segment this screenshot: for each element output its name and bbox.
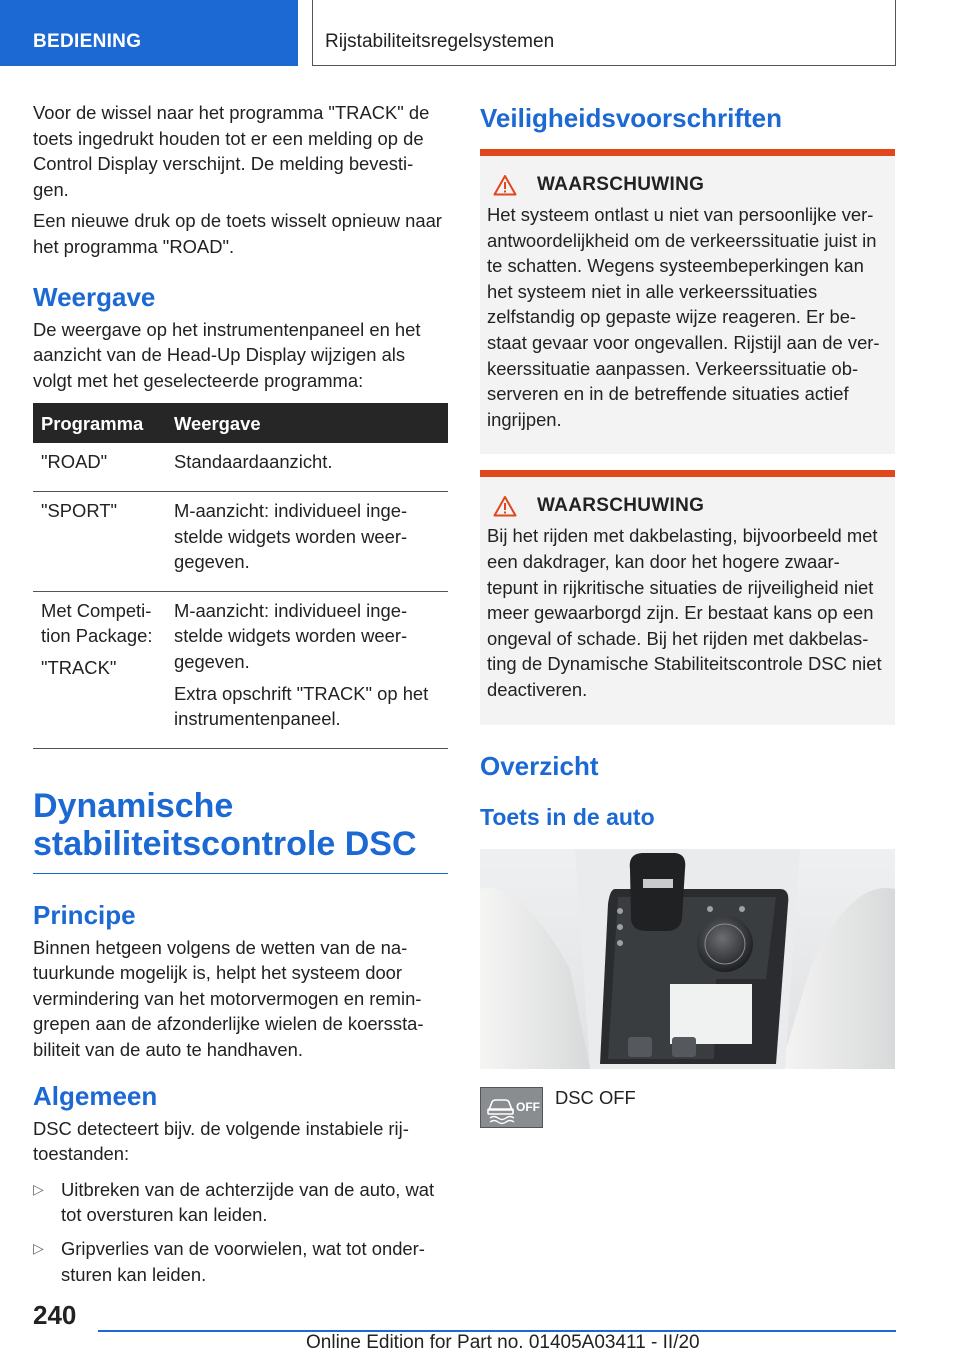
list-item-text: Uitbreken van de achterzijde van de auto, wat tot oversturen kan leiden.: [61, 1178, 435, 1226]
table-cell-program: [33, 491, 166, 591]
cell-text: M-aanzicht: individueel inge- stelde widgets worden weer- gegeven.: [174, 499, 408, 573]
principe-paragraph: Binnen hetgeen volgens de wetten van de na- tuurkunde mogelijk is, helpt het systeem door vermindering van het motorvermogen en remin- grepen aan de afzonderlijke wielen de koerssta- biliteit van de auto te handhaven.: [33, 936, 424, 1061]
warning-box: [480, 470, 895, 724]
page-header: [0, 0, 960, 66]
page-number: 240: [33, 1300, 77, 1330]
principe-heading: Principe: [33, 899, 136, 930]
dsc-key-row: [480, 1087, 895, 1128]
table-cell-view: [166, 443, 448, 491]
dsc-off-key-text: OFF: [516, 1099, 540, 1114]
toets-heading: Toets in de auto: [480, 803, 655, 830]
safety-heading: Veiligheidsvoorschriften: [480, 103, 782, 133]
warning-box: [480, 149, 895, 454]
warning-text: Bij het rijden met dakbelasting, bijvoorbeeld met een dakdrager, kan door het hogere zwaar- tepunt in rijkritische situaties de rijveiligheid niet meer gewaarborgd zijn. Er bestaat kans op een ongeval of schade. Bij het rijden met dakbelas- ting de Dynamische Stabiliteitscontrole DSC niet deactiveren.: [487, 525, 882, 700]
intro-paragraph-1: Voor de wissel naar het programma "TRACK" de toets ingedrukt houden tot er een melding op de Control Display verschijnt. De melding bevesti- gen.: [33, 102, 430, 200]
cell-text: "SPORT": [41, 499, 118, 521]
center-console-illustration: [480, 849, 895, 1069]
intro-paragraph-2: Een nieuwe druk op de toets wisselt opnieuw naar het programma "ROAD".: [33, 210, 442, 257]
table-header-row: [33, 403, 448, 443]
warning-text: Het systeem ontlast u niet van persoonlijke ver- antwoordelijkheid om de verkeerssituatie juist in te schatten. Wegens systeembeperkingen kan het systeem niet in alle verkeerssituaties zelfstandig op gepaste wijze reageren. Er be- staat gevaar voor ongevallen. Rijstijl aan de ver- keerssituatie aanpassen. Verkeerssituatie ob- serveren en in de betreffende situaties actief ingrijpen.: [487, 204, 880, 430]
warning-header: [487, 495, 887, 517]
table-cell-view: [166, 491, 448, 591]
section-tab: BEDIENING: [0, 0, 298, 66]
warning-label: WAARSCHUWING: [537, 174, 705, 195]
weergave-paragraph: De weergave op het instrumentenpaneel en het aanzicht van de Head-Up Display wijzigen als volgt met het geselecteerde programma:: [33, 318, 421, 391]
warning-label: WAARSCHUWING: [537, 495, 705, 517]
table-cell-view: [166, 591, 448, 748]
weergave-heading: Weergave: [33, 281, 156, 312]
algemeen-paragraph: DSC detecteert bijv. de volgende instabiele rij- toestanden:: [33, 1117, 409, 1165]
program-table: [33, 403, 448, 748]
cell-text: Standaardaanzicht.: [174, 451, 333, 473]
overzicht-heading: Overzicht: [480, 750, 599, 781]
triangle-bullet-icon: ▷: [33, 1180, 44, 1197]
warning-triangle-icon: [493, 495, 517, 517]
table-cell-program: [33, 591, 166, 748]
chapter-title: Rijstabiliteitsregelsystemen: [312, 0, 896, 66]
table-cell-program: [33, 443, 166, 491]
table-row: [33, 443, 448, 491]
cell-text: Met Competi- tion Package:: [41, 599, 153, 647]
center-console-photo: [480, 849, 895, 1069]
cell-text: Extra opschrift "TRACK" op het instrumentenpaneel.: [174, 682, 429, 730]
list-item: [33, 1236, 448, 1287]
cell-text: M-aanzicht: individueel inge- stelde widgets worden weer- gegeven.: [174, 599, 408, 672]
table-header-programma: Programma: [33, 403, 166, 443]
dsc-heading-line-2: stabiliteitscontrole DSC: [33, 824, 417, 863]
cell-text: "TRACK": [41, 656, 117, 678]
right-column: [480, 100, 895, 1128]
triangle-bullet-icon: ▷: [33, 1240, 44, 1257]
list-item-text: Gripverlies van de voorwielen, wat tot onder- sturen kan leiden.: [61, 1238, 425, 1285]
warning-triangle-icon: [493, 174, 517, 196]
dsc-off-button-icon: [480, 1087, 543, 1128]
dsc-heading: [33, 787, 448, 874]
footer-edition: Online Edition for Part no. 01405A03411 - II/20: [306, 1332, 700, 1353]
left-column: [33, 100, 448, 1295]
dsc-heading-line-1: Dynamische: [33, 786, 234, 825]
dsc-off-label: DSC OFF: [555, 1086, 636, 1108]
instability-list: [33, 1177, 448, 1287]
cell-text: "ROAD": [41, 451, 108, 473]
list-item: [33, 1177, 448, 1228]
warning-header: [487, 174, 887, 196]
table-row: [33, 591, 448, 748]
table-row: [33, 491, 448, 591]
algemeen-heading: Algemeen: [33, 1080, 158, 1111]
table-header-weergave: Weergave: [166, 403, 448, 443]
